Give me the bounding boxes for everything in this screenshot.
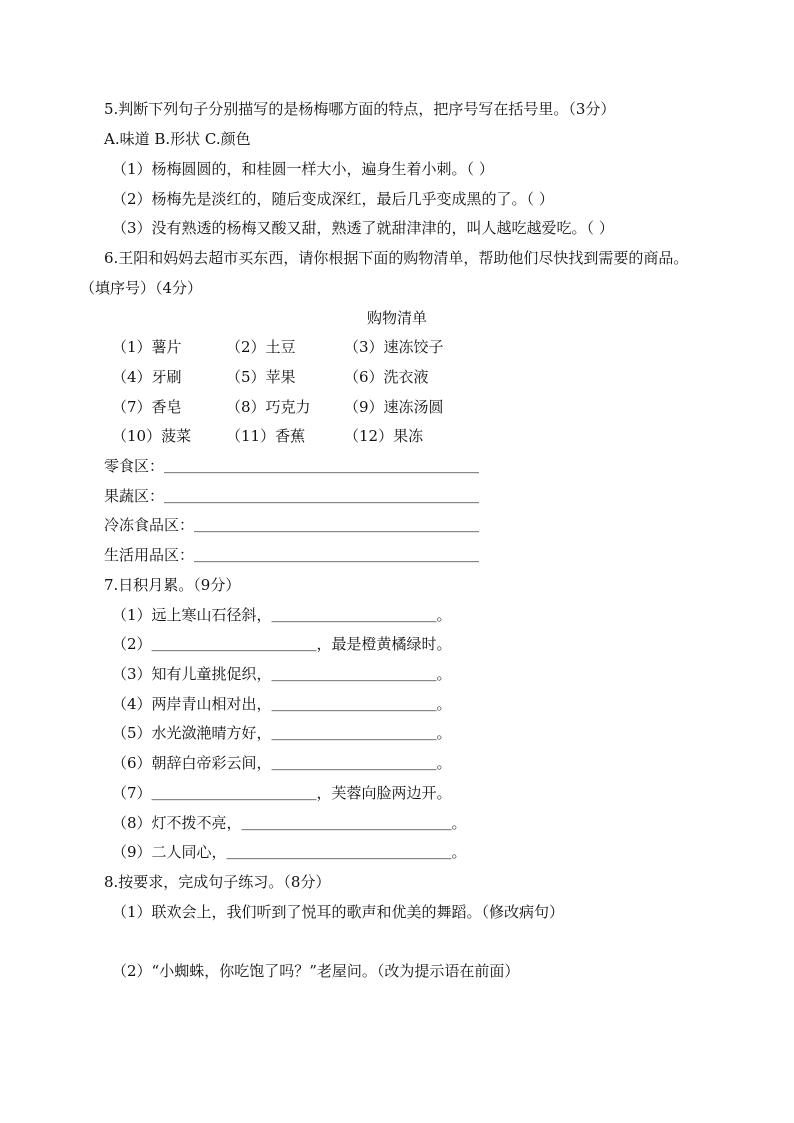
q5-item-3: （3）没有熟透的杨梅又酸又甜，熟透了就甜津津的，叫人越吃越爱吃。（ ） bbox=[112, 219, 614, 237]
q7-stem: 7.日积月累。（9分） bbox=[104, 576, 241, 594]
q7-item-9[interactable]: （9）二人同心，＿＿＿＿＿＿＿＿＿＿＿＿＿＿＿。 bbox=[112, 843, 467, 861]
list-item: （11）香蕉 bbox=[226, 427, 306, 445]
list-item: （8）巧克力 bbox=[226, 398, 311, 416]
list-item: （4）牙刷 bbox=[112, 368, 182, 386]
shopping-list-row bbox=[112, 337, 444, 357]
q7-item-3[interactable]: （3）知有儿童挑促织，＿＿＿＿＿＿＿＿＿＿＿。 bbox=[112, 665, 452, 683]
q7-item-4[interactable]: （4）两岸青山相对出，＿＿＿＿＿＿＿＿＿＿＿。 bbox=[112, 695, 452, 713]
shopping-list-row bbox=[112, 397, 444, 417]
q7-item-6[interactable]: （6）朝辞白帝彩云间，＿＿＿＿＿＿＿＿＿＿＿。 bbox=[112, 754, 452, 772]
zone-produce-answer[interactable]: 果蔬区：＿＿＿＿＿＿＿＿＿＿＿＿＿＿＿＿＿＿＿＿＿ bbox=[104, 487, 480, 505]
q7-item-8[interactable]: （8）灯不拨不亮，＿＿＿＿＿＿＿＿＿＿＿＿＿＿。 bbox=[112, 814, 467, 832]
list-item: （12）果冻 bbox=[344, 427, 424, 445]
list-item: （5）苹果 bbox=[226, 368, 296, 386]
shopping-list-row bbox=[112, 367, 429, 387]
list-item: （3）速冻饺子 bbox=[344, 338, 444, 356]
q5-item-1: （1）杨梅圆圆的，和桂圆一样大小，遍身生着小刺。（ ） bbox=[112, 160, 494, 178]
list-item: （2）土豆 bbox=[226, 338, 296, 356]
q8-stem: 8.按要求，完成句子练习。（8分） bbox=[104, 873, 331, 891]
zone-snacks-answer[interactable]: 零食区：＿＿＿＿＿＿＿＿＿＿＿＿＿＿＿＿＿＿＿＿＿ bbox=[104, 457, 480, 475]
q6-stem-line2: （填序号）（4分） bbox=[80, 279, 203, 297]
list-item: （6）洗衣液 bbox=[344, 368, 429, 386]
q8-item-2: （2）“小蜘蛛，你吃饱了吗？”老屋问。（改为提示语在前面） bbox=[112, 962, 520, 980]
list-item: （10）菠菜 bbox=[112, 427, 192, 445]
shopping-list-row bbox=[112, 426, 423, 446]
zone-household-answer[interactable]: 生活用品区：＿＿＿＿＿＿＿＿＿＿＿＿＿＿＿＿＿＿＿ bbox=[104, 546, 480, 564]
q7-item-7[interactable]: （7）＿＿＿＿＿＿＿＿＿＿＿，芙蓉向脸两边开。 bbox=[112, 784, 452, 802]
q5-stem: 5.判断下列句子分别描写的是杨梅哪方面的特点，把序号写在括号里。（3分） bbox=[104, 100, 616, 118]
q5-item-2: （2）杨梅先是淡红的，随后变成深红，最后几乎变成黑的了。（ ） bbox=[112, 190, 554, 208]
q7-item-1[interactable]: （1）远上寒山石径斜，＿＿＿＿＿＿＿＿＿＿＿。 bbox=[112, 606, 452, 624]
q7-item-5[interactable]: （5）水光潋滟晴方好，＿＿＿＿＿＿＿＿＿＿＿。 bbox=[112, 724, 452, 742]
list-item: （9）速冻汤圆 bbox=[344, 398, 444, 416]
shopping-list-title: 购物清单 bbox=[366, 309, 427, 327]
q8-item-1: （1）联欢会上，我们听到了悦耳的歌声和优美的舞蹈。（修改病句） bbox=[112, 903, 565, 921]
q6-stem-line1: 6.王阳和妈妈去超市买东西，请你根据下面的购物清单，帮助他们尽快找到需要的商品。 bbox=[104, 249, 689, 267]
q7-item-2[interactable]: （2）＿＿＿＿＿＿＿＿＿＿＿，最是橙黄橘绿时。 bbox=[112, 635, 452, 653]
list-item: （7）香皂 bbox=[112, 398, 182, 416]
zone-frozen-answer[interactable]: 冷冻食品区：＿＿＿＿＿＿＿＿＿＿＿＿＿＿＿＿＿＿＿ bbox=[104, 516, 480, 534]
q5-options: A.味道 B.形状 C.颜色 bbox=[104, 130, 251, 148]
list-item: （1）薯片 bbox=[112, 338, 182, 356]
